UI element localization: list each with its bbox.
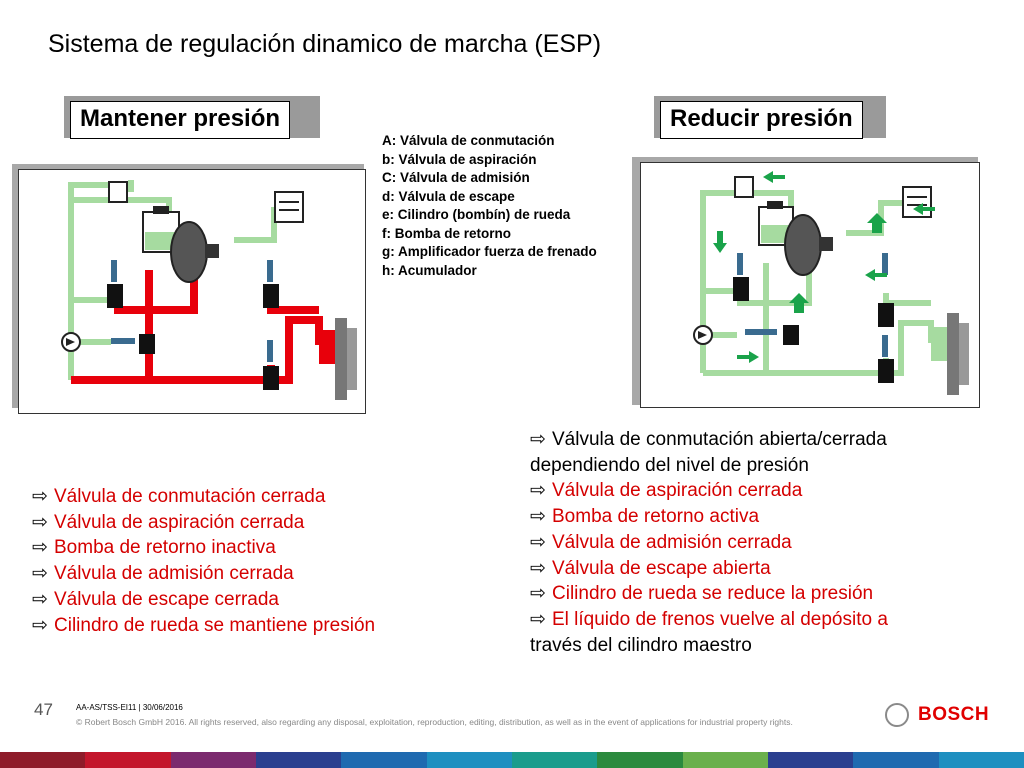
bosch-logo-icon (885, 703, 909, 727)
outline-right-arrow-icon: ⇨ (530, 557, 546, 579)
list-item: ⇨ Válvula de admisión cerrada (530, 530, 888, 556)
page-number: 47 (34, 700, 53, 719)
list-item-continuation: dependiendo del nivel de presión (530, 454, 809, 476)
heading-mantener: Mantener presión (70, 101, 290, 139)
outline-right-arrow-icon: ⇨ (530, 531, 546, 553)
document-reference: AA-AS/TSS-EI11 | 30/06/2016 (76, 703, 183, 712)
legend-item: e: Cilindro (bombín) de rueda (382, 207, 571, 222)
component-legend (382, 132, 597, 280)
outline-right-arrow-icon: ⇨ (530, 429, 546, 450)
heading-reducir: Reducir presión (660, 101, 863, 139)
hydraulic-schematic-reduce (641, 163, 979, 407)
legend-item: C: Válvula de admisión (382, 170, 530, 185)
list-item: ⇨ Válvula de escape cerrada (32, 587, 375, 613)
color-stripe (0, 752, 1024, 768)
list-item: ⇨ Cilindro de rueda se mantiene presión (32, 613, 375, 639)
list-item: ⇨ Válvula de conmutación abierta/cerrada (530, 427, 888, 453)
bosch-logo-text: BOSCH (918, 704, 990, 725)
list-item: ⇨ Válvula de admisión cerrada (32, 561, 375, 587)
diagram-hold-pressure (18, 169, 366, 414)
list-item: ⇨ Válvula de escape abierta (530, 556, 888, 582)
hold-pressure-list (32, 484, 375, 638)
legend-item: A: Válvula de conmutación (382, 133, 555, 148)
outline-right-arrow-icon: ⇨ (530, 583, 546, 605)
copyright-notice: © Robert Bosch GmbH 2016. All rights reserved, also regarding any disposal, exploitation, reproduction, editing, distribution, as well as in the event of applications for industrial property rights. (76, 717, 793, 727)
list-item-continuation: través del cilindro maestro (530, 634, 752, 656)
list-item: ⇨ Válvula de aspiración cerrada (32, 510, 375, 536)
legend-item: d: Válvula de escape (382, 188, 515, 204)
legend-item: h: Acumulador (382, 262, 477, 278)
outline-right-arrow-icon: ⇨ (32, 537, 48, 559)
slide-title: Sistema de regulación dinamico de marcha (ESP) (48, 30, 602, 58)
outline-right-arrow-icon: ⇨ (32, 588, 48, 610)
legend-item: b: Válvula de aspiración (382, 151, 537, 167)
list-item: ⇨ Válvula de conmutación cerrada (32, 484, 375, 510)
outline-right-arrow-icon: ⇨ (530, 480, 546, 502)
outline-right-arrow-icon: ⇨ (32, 614, 48, 636)
legend-item: g: Amplificador fuerza de frenado (382, 244, 597, 259)
list-item: ⇨ Bomba de retorno activa (530, 504, 888, 530)
list-item: ⇨ Bomba de retorno inactiva (32, 535, 375, 561)
list-item: ⇨ Cilindro de rueda se reduce la presión (530, 581, 888, 607)
outline-right-arrow-icon: ⇨ (32, 486, 48, 507)
outline-right-arrow-icon: ⇨ (32, 511, 48, 533)
diagram-reduce-pressure (640, 162, 980, 408)
hydraulic-schematic-hold (19, 170, 365, 413)
outline-right-arrow-icon: ⇨ (530, 608, 546, 630)
legend-item: f: Bomba de retorno (382, 225, 512, 241)
reduce-pressure-list (530, 427, 888, 658)
outline-right-arrow-icon: ⇨ (32, 563, 48, 585)
outline-right-arrow-icon: ⇨ (530, 506, 546, 528)
list-item: ⇨ Válvula de aspiración cerrada (530, 478, 888, 504)
list-item: ⇨ El líquido de frenos vuelve al depósito a (530, 607, 888, 633)
